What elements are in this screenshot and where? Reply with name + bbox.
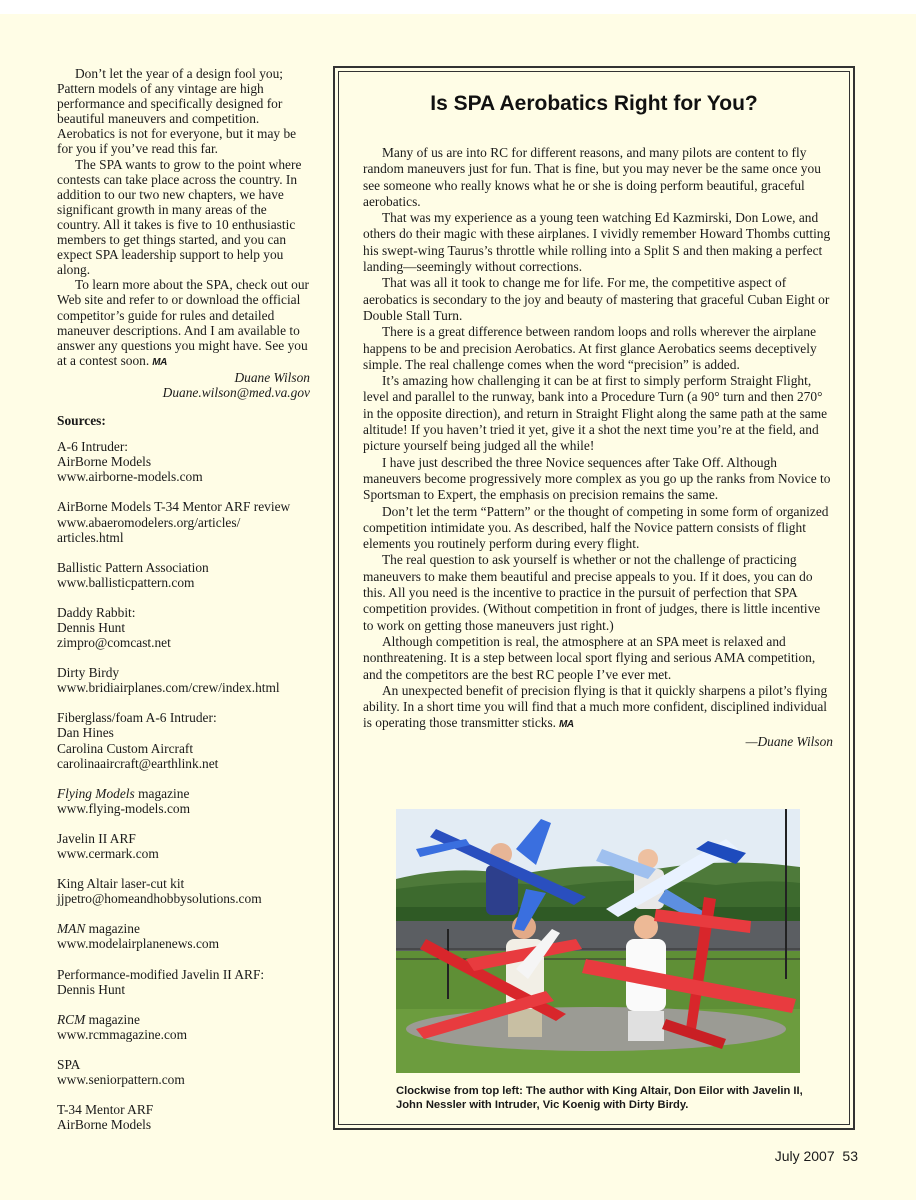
pilots-photo xyxy=(396,809,800,1073)
source-line: zimpro@comcast.net xyxy=(57,635,171,651)
source-line: AirBorne Models xyxy=(57,454,152,470)
source-line: www.rcmmagazine.com xyxy=(57,1026,188,1042)
source-line: jjpetro@homeandhobbysolutions.com xyxy=(57,891,262,907)
sidebar-paragraph: There is a great difference between random loops and rolls wherever the airplane happens to be and precision Aerobatics. At first glance Aerobatics seems deceptively simple. The real challenge comes when the word “precision” is added. xyxy=(363,324,817,372)
source-entry xyxy=(57,1057,310,1087)
source-line: Ballistic Pattern Association xyxy=(57,559,209,575)
source-entry xyxy=(57,439,310,484)
source-line: King Altair laser-cut kit xyxy=(57,876,185,892)
source-line: AirBorne Models T-34 Mentor ARF review xyxy=(57,499,291,515)
left-column xyxy=(57,66,310,1147)
source-line: www.bridiairplanes.com/crew/index.html xyxy=(57,680,280,696)
source-line: Dirty Birdy xyxy=(57,665,120,681)
sidebar-box xyxy=(333,66,855,1130)
source-line: www.airborne-models.com xyxy=(57,469,203,485)
sidebar-paragraph: Although competition is real, the atmosphere at an SPA meet is relaxed and nonthreatening. It is a step between local sport flying and serious AMA competition, and the competitors are the best RC people I’ve ever met. xyxy=(363,633,816,682)
source-line: Javelin II ARF xyxy=(57,830,136,846)
source-publication: RCM magazine xyxy=(57,1011,140,1027)
source-entry xyxy=(57,831,310,861)
sources-heading: Sources: xyxy=(57,413,106,429)
source-line: Daddy Rabbit: xyxy=(57,604,136,620)
ma-end-mark: MA xyxy=(559,719,574,731)
source-line: www.abaeromodelers.org/articles/ xyxy=(57,514,241,530)
source-line: Fiberglass/foam A-6 Intruder: xyxy=(57,710,217,726)
source-entry xyxy=(57,1102,310,1132)
issue-date: July 2007 xyxy=(774,1148,835,1164)
sidebar-signature: —Duane Wilson xyxy=(745,733,833,749)
source-publication: Flying Models magazine xyxy=(57,785,190,801)
source-publication: MAN magazine xyxy=(57,921,140,937)
source-line: www.seniorpattern.com xyxy=(57,1071,185,1087)
source-line: www.modelairplanenews.com xyxy=(57,936,220,952)
source-entry xyxy=(57,876,310,906)
source-entry xyxy=(57,921,310,951)
source-entry xyxy=(57,560,310,590)
source-line: Dennis Hunt xyxy=(57,620,126,635)
source-line: www.flying-models.com xyxy=(57,800,191,816)
source-entry xyxy=(57,1012,310,1042)
author-email: Duane.wilson@med.va.gov xyxy=(162,384,310,400)
author-name: Duane Wilson xyxy=(234,369,310,385)
sidebar-paragraph: Don’t let the term “Pattern” or the thought of competing in some form of organized competition intimidate you. As described, half the Novice pattern consists of flight elements you routinely perform during every flight. xyxy=(363,503,829,552)
sidebar-paragraph: I have just described the three Novice sequences after Take Off. Although maneuvers become progressively more complex as you go up the ranks from Novice to Sportsman to Expert, the emphasis on precision remains the same. xyxy=(363,454,831,503)
source-line: AirBorne Models xyxy=(57,1117,152,1133)
source-line: www.cermark.com xyxy=(57,846,159,862)
source-line: articles.html xyxy=(57,529,124,545)
source-entry xyxy=(57,967,310,997)
source-line: carolinaaircraft@earthlink.net xyxy=(57,755,219,771)
source-entry xyxy=(57,786,310,816)
sidebar-paragraph: An unexpected benefit of precision flying is that it quickly sharpens a pilot’s flying ability. In a short time you will find that a much more confident, disciplined individual is operating those transmitter sticks. MA xyxy=(363,682,828,731)
source-line: Carolina Custom Aircraft xyxy=(57,740,194,756)
intro-paragraph: To learn more about the SPA, check out our Web site and refer to or download the official competitor’s guide for rules and detailed maneuver descriptions. And I am available to answer any questions you might have. See you at a contest soon. MA xyxy=(57,277,309,368)
source-line: T-34 Mentor ARF xyxy=(57,1102,154,1118)
sources-list xyxy=(57,439,310,1132)
source-line: Performance-modified Javelin II ARF: xyxy=(57,966,265,982)
intro-paragraph: Don’t let the year of a design fool you; Pattern models of any vintage are high performance and specifically designed for beautiful maneuvers and competition. Aerobatics is not for everyone, but it may be for you if you’ve read this far. xyxy=(57,66,297,157)
sidebar-text xyxy=(363,145,833,750)
sidebar-paragraph: It’s amazing how challenging it can be at first to simply perform Straight Flight, level and parallel to the runway, bank into a Procedure Turn (a 90° turn and then 270° in the opposite direction), and return in Straight Flight along the same path at the same altitude! If you haven’t tried it yet, give it a shot the next time you’re at the field, and picture yourself being judged all the while! xyxy=(363,373,828,454)
page-folio xyxy=(775,1148,858,1164)
source-entry xyxy=(57,710,310,770)
sidebar-title: Is SPA Aerobatics Right for You? xyxy=(430,92,758,115)
ma-end-mark: MA xyxy=(152,356,167,368)
sidebar-paragraph: That was my experience as a young teen watching Ed Kazmirski, Don Lowe, and others do their magic with these airplanes. I vividly remember Howard Thombs cutting his swept-wing Taurus’s throttle while rolling into a Split S and then making a perfect landing—seemingly without corrections. xyxy=(363,210,831,275)
intro-paragraph: The SPA wants to grow to the point where contests can take place across the country. In addition to our two new chapters, we have significant growth in many areas of the country. All it takes is five to 10 enthusiastic members to get things started, and you can expect SPA leadership support to help you along. xyxy=(57,156,302,278)
page-number: 53 xyxy=(842,1148,858,1164)
sidebar-paragraph: Many of us are into RC for different reasons, and many pilots are content to fly random maneuvers just for fun. That is fine, but you may never be the same once you see someone who really knows what he or she is doing perform beautiful, graceful aerobatics. xyxy=(363,145,821,209)
source-line: Dan Hines xyxy=(57,725,114,741)
source-line: SPA xyxy=(57,1056,81,1072)
source-line: Dennis Hunt xyxy=(57,981,126,997)
source-entry xyxy=(57,665,310,695)
source-entry xyxy=(57,499,310,544)
source-line: A-6 Intruder: xyxy=(57,439,129,455)
sidebar-paragraph: That was all it took to change me for life. For me, the competitive aspect of aerobatics is secondary to the joy and beauty of mastering that graceful Cuban Eight or Double Stall Turn. xyxy=(363,275,830,323)
sidebar-paragraph: The real question to ask yourself is whether or not the challenge of practicing maneuvers to make them beautiful and precise appeals to you. If it does, you can do this. All you need is the incentive to practice in the pursuit of perfection that SPA competition provides. (Without competition in front of judges, there is little incentive to work on getting those maneuvers just right.) xyxy=(363,552,821,633)
page-top-strip xyxy=(0,0,916,14)
photo-caption: Clockwise from top left: The author with King Altair, Don Eilor with Javelin II, John Nessler with Intruder, Vic Koenig with Dirty Birdy. xyxy=(396,1085,803,1111)
source-line: www.ballisticpattern.com xyxy=(57,574,195,590)
source-entry xyxy=(57,605,310,650)
